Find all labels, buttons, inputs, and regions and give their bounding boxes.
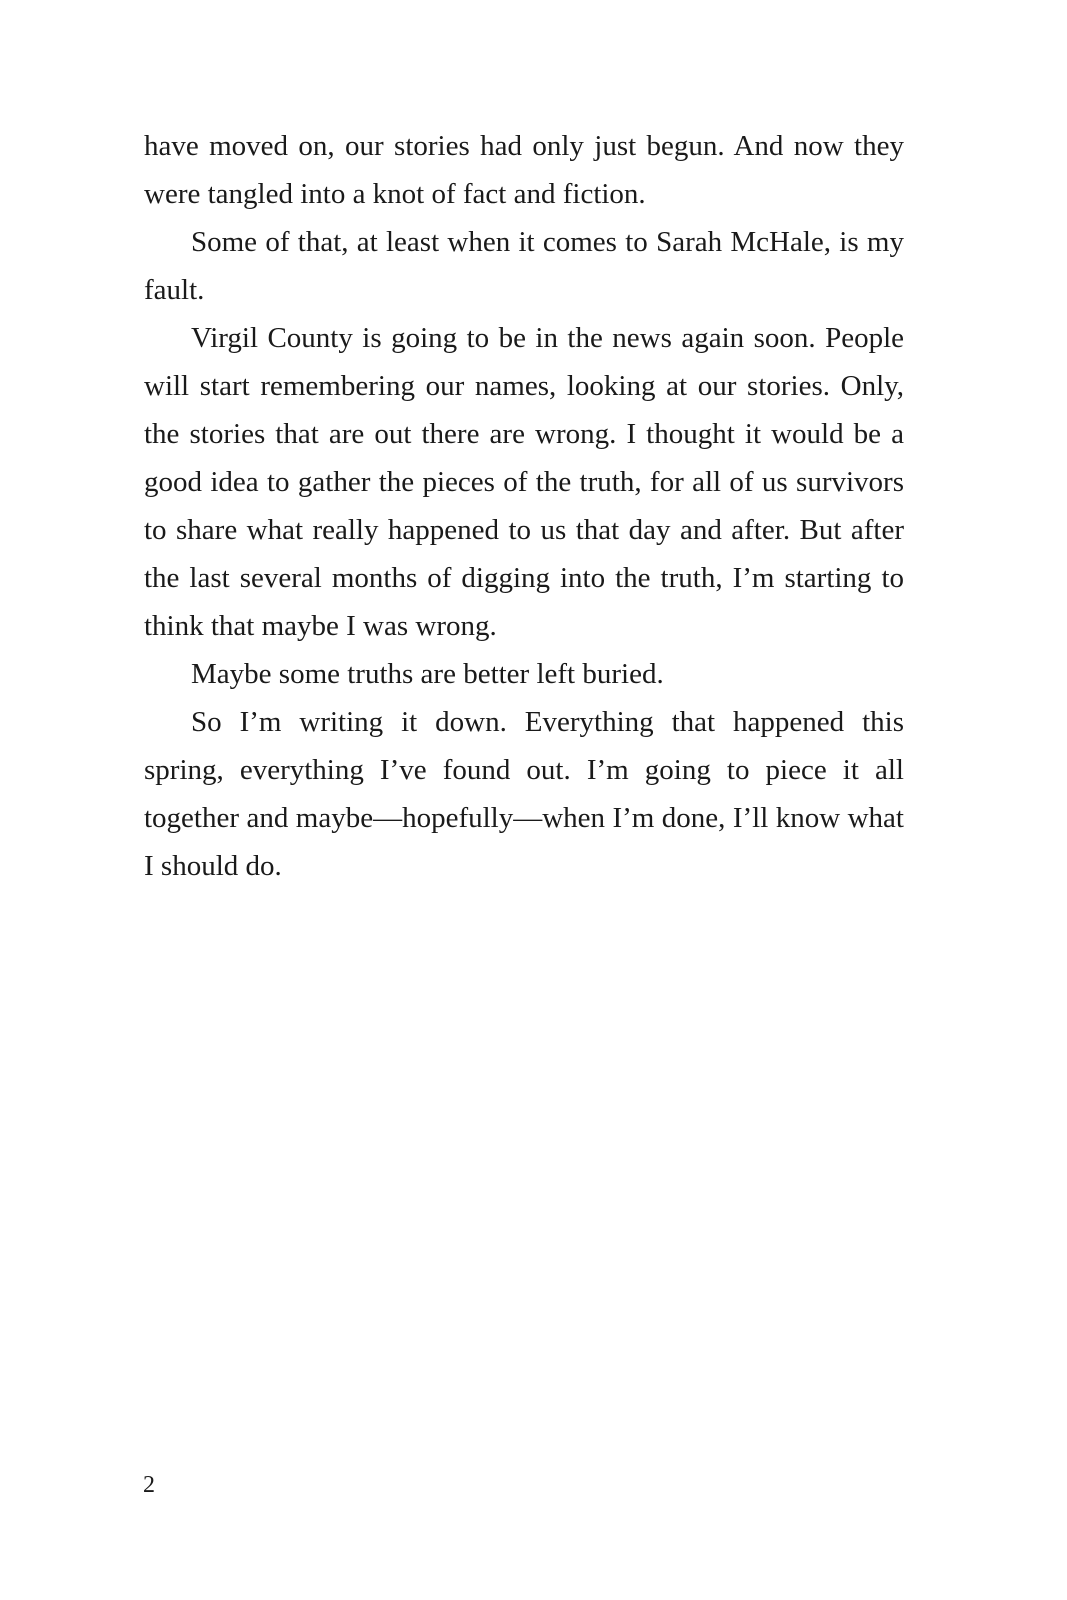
paragraph: So I’m writing it down. Everything that happened this spring, everything I’ve found out. I’m going to piece it all together and maybe—hopefully—when I’m done, I’ll know what I should do. [144,706,904,882]
paragraph: Some of that, at least when it comes to Sarah McHale, is my fault. [144,226,904,306]
paragraph: Maybe some truths are better left buried. [191,658,664,690]
paragraph: Virgil County is going to be in the news again soon. People will start remembering our names, looking at our stories. Only, the stories that are out there are wrong. I thought it would be a good idea to gather the pieces of the truth, for all of us survivors to share what really happened to us that day and after. But after the last several months of digging into the truth, I’m starting to think that maybe I was wrong. [144,322,904,642]
paragraph-continued: have moved on, our stories had only just begun. And now they were tangled into a knot of fact and fiction. [144,130,904,210]
page-number: 2 [143,1472,155,1498]
body-text [144,122,904,890]
